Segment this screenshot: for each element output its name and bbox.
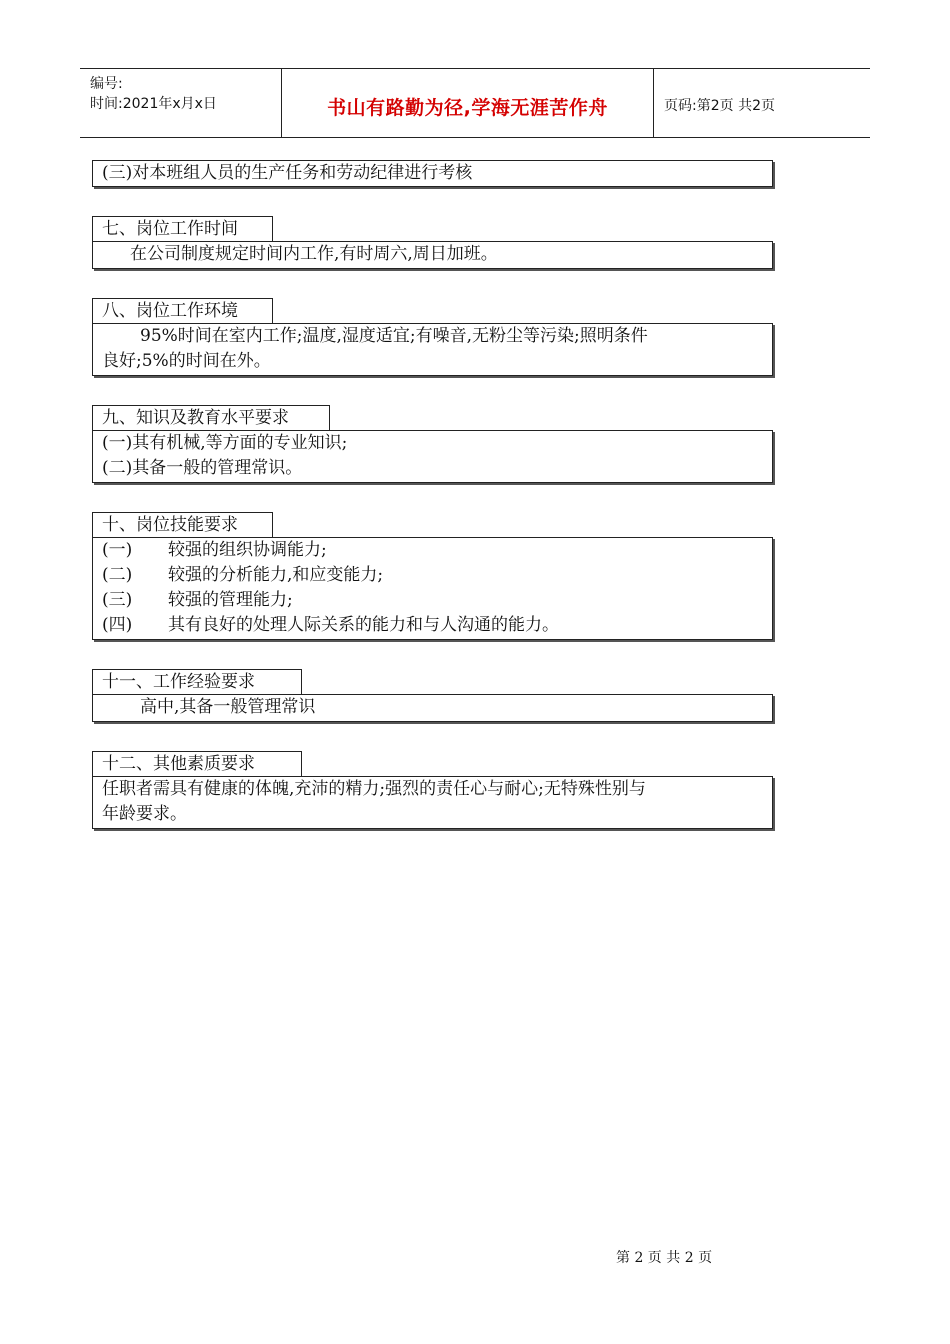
section-12-line-1: 任职者需具有健康的体魄,充沛的精力;强烈的责任心与耐心;无特殊性别与	[102, 779, 646, 799]
item-text: 较强的分析能力,和应变能力;	[168, 565, 384, 585]
header-meta-cell	[80, 69, 282, 137]
section-6-item-3-box	[92, 160, 773, 187]
footer-page-number: 第 2 页 共 2 页	[616, 1250, 713, 1266]
header-page-cell	[654, 69, 870, 137]
section-9-item-1: (一)其有机械,等方面的专业知识;	[102, 433, 348, 453]
section-8-title: 八、岗位工作环境	[92, 298, 273, 323]
section-8-line-2: 良好;5%的时间在外。	[102, 351, 271, 371]
section-10-item-1	[102, 538, 763, 563]
section-6-item-3: (三)对本班组人员的生产任务和劳动纪律进行考核	[102, 163, 473, 183]
section-10-item-3	[102, 588, 763, 613]
section-10-box	[92, 537, 773, 640]
section-11-title: 十一、工作经验要求	[92, 669, 302, 694]
item-text: 较强的管理能力;	[168, 590, 293, 610]
section-7-title: 七、岗位工作时间	[92, 216, 273, 241]
section-12-line-2: 年龄要求。	[102, 804, 187, 824]
section-11-body: 高中,其备一般管理常识	[140, 697, 316, 717]
page-header	[80, 68, 870, 138]
section-8-box	[92, 323, 773, 376]
section-11-box	[92, 694, 773, 722]
header-motto-cell	[282, 69, 654, 137]
motto: 书山有路勤为径,学海无涯苦作舟	[327, 97, 608, 119]
number-label: 编号:	[90, 76, 123, 92]
section-9-title: 九、知识及教育水平要求	[92, 405, 330, 430]
item-number: (一)	[102, 540, 133, 560]
section-12-title: 十二、其他素质要求	[92, 751, 302, 776]
section-7-body: 在公司制度规定时间内工作,有时周六,周日加班。	[130, 244, 498, 264]
time-label: 时间:2021年x月x日	[90, 96, 217, 112]
item-number: (三)	[102, 590, 133, 610]
section-9-item-2: (二)其备一般的管理常识。	[102, 458, 303, 478]
section-10-item-4	[102, 613, 763, 638]
section-10-title: 十、岗位技能要求	[92, 512, 273, 537]
section-8-line-1: 95%时间在室内工作;温度,湿度适宜;有噪音,无粉尘等污染;照明条件	[140, 326, 648, 346]
section-10-item-2	[102, 563, 763, 588]
section-12-box	[92, 776, 773, 829]
section-9-box	[92, 430, 773, 483]
section-7-box	[92, 241, 773, 269]
item-text: 其有良好的处理人际关系的能力和与人沟通的能力。	[168, 615, 559, 635]
item-number: (二)	[102, 565, 133, 585]
item-text: 较强的组织协调能力;	[168, 540, 327, 560]
page-info: 页码:第2页 共2页	[664, 98, 775, 114]
item-number: (四)	[102, 615, 133, 635]
